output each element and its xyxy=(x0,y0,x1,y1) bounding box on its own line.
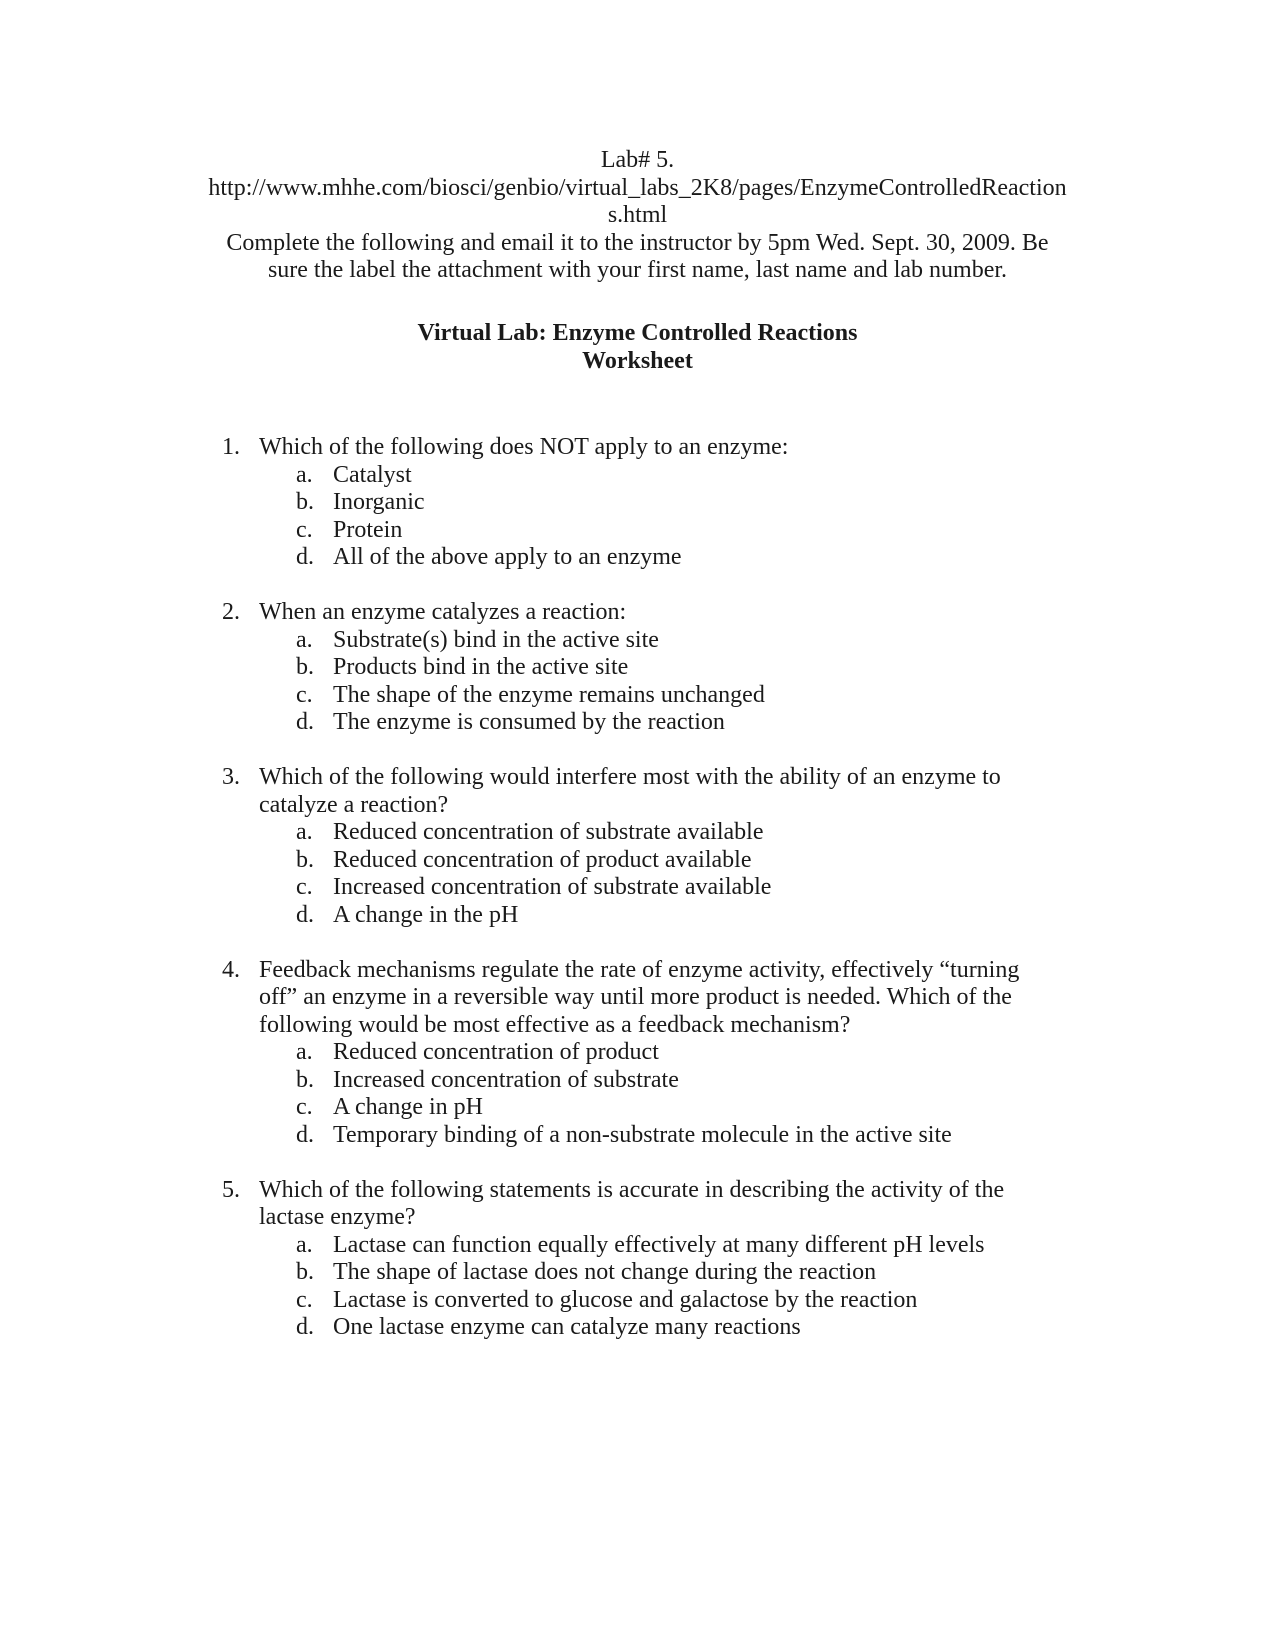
option-letter: b. xyxy=(296,489,314,515)
option-letter: c. xyxy=(296,1094,313,1120)
option-text: A change in the pH xyxy=(333,901,519,928)
option-letter: d. xyxy=(296,1121,314,1148)
answer-option xyxy=(0,654,1275,682)
answer-option xyxy=(0,709,1275,737)
header xyxy=(150,147,1125,285)
question-stem xyxy=(0,957,1059,1040)
answer-option xyxy=(0,1287,1275,1315)
question-number: 4. xyxy=(222,956,240,983)
question-text: Which of the following would interfere most with the ability of an enzyme to catalyze a reaction? xyxy=(259,764,1001,818)
answer-option xyxy=(0,874,1275,902)
option-letter: a. xyxy=(296,819,313,845)
title-sub: Worksheet xyxy=(582,347,693,374)
question-stem xyxy=(0,599,1059,627)
option-letter: a. xyxy=(296,1039,313,1065)
option-text: Increased concentration of substrate xyxy=(333,1066,679,1093)
question-4 xyxy=(0,957,1275,1150)
option-text: All of the above apply to an enzyme xyxy=(333,544,682,570)
answer-option xyxy=(0,902,1275,930)
answer-option xyxy=(0,847,1275,875)
option-letter: b. xyxy=(296,654,314,680)
option-letter: c. xyxy=(296,874,313,900)
option-letter: b. xyxy=(296,1259,314,1285)
question-stem xyxy=(0,764,1059,819)
question-stem xyxy=(0,1177,1059,1232)
question-2 xyxy=(0,599,1275,737)
answer-option xyxy=(0,819,1275,847)
answer-option xyxy=(0,1039,1275,1067)
option-text: Products bind in the active site xyxy=(333,654,629,680)
option-letter: c. xyxy=(296,1286,313,1313)
question-text: Which of the following statements is accurate in describing the activity of the lactase enzyme? xyxy=(259,1176,1005,1230)
answer-option xyxy=(0,1314,1275,1342)
option-text: Substrate(s) bind in the active site xyxy=(333,626,659,653)
question-number: 5. xyxy=(222,1176,240,1203)
option-letter: c. xyxy=(296,516,313,543)
question-text: When an enzyme catalyzes a reaction: xyxy=(259,599,627,625)
answer-options xyxy=(0,627,1275,737)
option-text: Catalyst xyxy=(333,461,412,488)
option-text: One lactase enzyme can catalyze many reactions xyxy=(333,1314,801,1340)
answer-option xyxy=(0,1122,1275,1150)
question-number: 1. xyxy=(222,434,240,460)
instructions: Complete the following and email it to the instructor by 5pm Wed. Sept. 30, 2009. Be xyxy=(226,229,1049,256)
instructions-continued: sure the label the attachment with your first name, last name and lab number. xyxy=(267,257,1008,283)
lab-url: http://www.mhhe.com/biosci/genbio/virtual_labs_2K8/pages/EnzymeControlledReaction xyxy=(208,174,1067,201)
title-main: Virtual Lab: Enzyme Controlled Reactions xyxy=(417,320,858,346)
option-text: Temporary binding of a non-substrate molecule in the active site xyxy=(333,1121,952,1148)
option-letter: a. xyxy=(296,626,313,653)
option-text: Reduced concentration of product available xyxy=(333,846,752,873)
question-3 xyxy=(0,764,1275,929)
option-text: Reduced concentration of substrate available xyxy=(333,819,764,845)
answer-option xyxy=(0,627,1275,655)
question-stem xyxy=(0,434,1059,462)
answer-options xyxy=(0,1039,1275,1149)
lab-number: Lab# 5. xyxy=(600,147,675,173)
option-letter: a. xyxy=(296,1231,313,1258)
option-letter: d. xyxy=(296,1314,314,1340)
option-text: Inorganic xyxy=(333,489,425,515)
option-text: Reduced concentration of product xyxy=(333,1039,659,1065)
option-text: The shape of the enzyme remains unchanged xyxy=(333,681,765,708)
question-list xyxy=(0,434,1275,1369)
option-letter: d. xyxy=(296,544,314,570)
answer-option xyxy=(0,1259,1275,1287)
option-text: The enzyme is consumed by the reaction xyxy=(333,709,725,735)
option-letter: b. xyxy=(296,1066,314,1093)
option-text: Protein xyxy=(333,516,403,543)
answer-option xyxy=(0,462,1275,490)
option-text: A change in pH xyxy=(333,1094,483,1120)
option-text: Increased concentration of substrate available xyxy=(333,874,772,900)
question-5 xyxy=(0,1177,1275,1342)
option-text: Lactase is converted to glucose and galactose by the reaction xyxy=(333,1286,918,1313)
answer-option xyxy=(0,1094,1275,1122)
option-text: Lactase can function equally effectively at many different pH levels xyxy=(333,1231,985,1258)
answer-options xyxy=(0,819,1275,929)
option-letter: c. xyxy=(296,681,313,708)
answer-option xyxy=(0,489,1275,517)
worksheet-title xyxy=(150,320,1125,375)
answer-option xyxy=(0,682,1275,710)
lab-url-continued: s.html xyxy=(607,202,668,228)
question-number: 2. xyxy=(222,599,240,625)
answer-option xyxy=(0,544,1275,572)
question-text: Feedback mechanisms regulate the rate of enzyme activity, effectively “turning off” an enzyme in a reversible way until more product is needed. Which of the following would be most effective as a feedback mechanism? xyxy=(259,956,1020,1038)
answer-option xyxy=(0,517,1275,545)
answer-options xyxy=(0,462,1275,572)
option-letter: b. xyxy=(296,846,314,873)
answer-option xyxy=(0,1067,1275,1095)
option-letter: a. xyxy=(296,461,313,488)
question-1 xyxy=(0,434,1275,572)
option-text: The shape of lactase does not change during the reaction xyxy=(333,1259,877,1285)
question-text: Which of the following does NOT apply to an enzyme: xyxy=(259,434,789,460)
question-number: 3. xyxy=(222,764,240,790)
option-letter: d. xyxy=(296,901,314,928)
answer-options xyxy=(0,1232,1275,1342)
option-letter: d. xyxy=(296,709,314,735)
answer-option xyxy=(0,1232,1275,1260)
